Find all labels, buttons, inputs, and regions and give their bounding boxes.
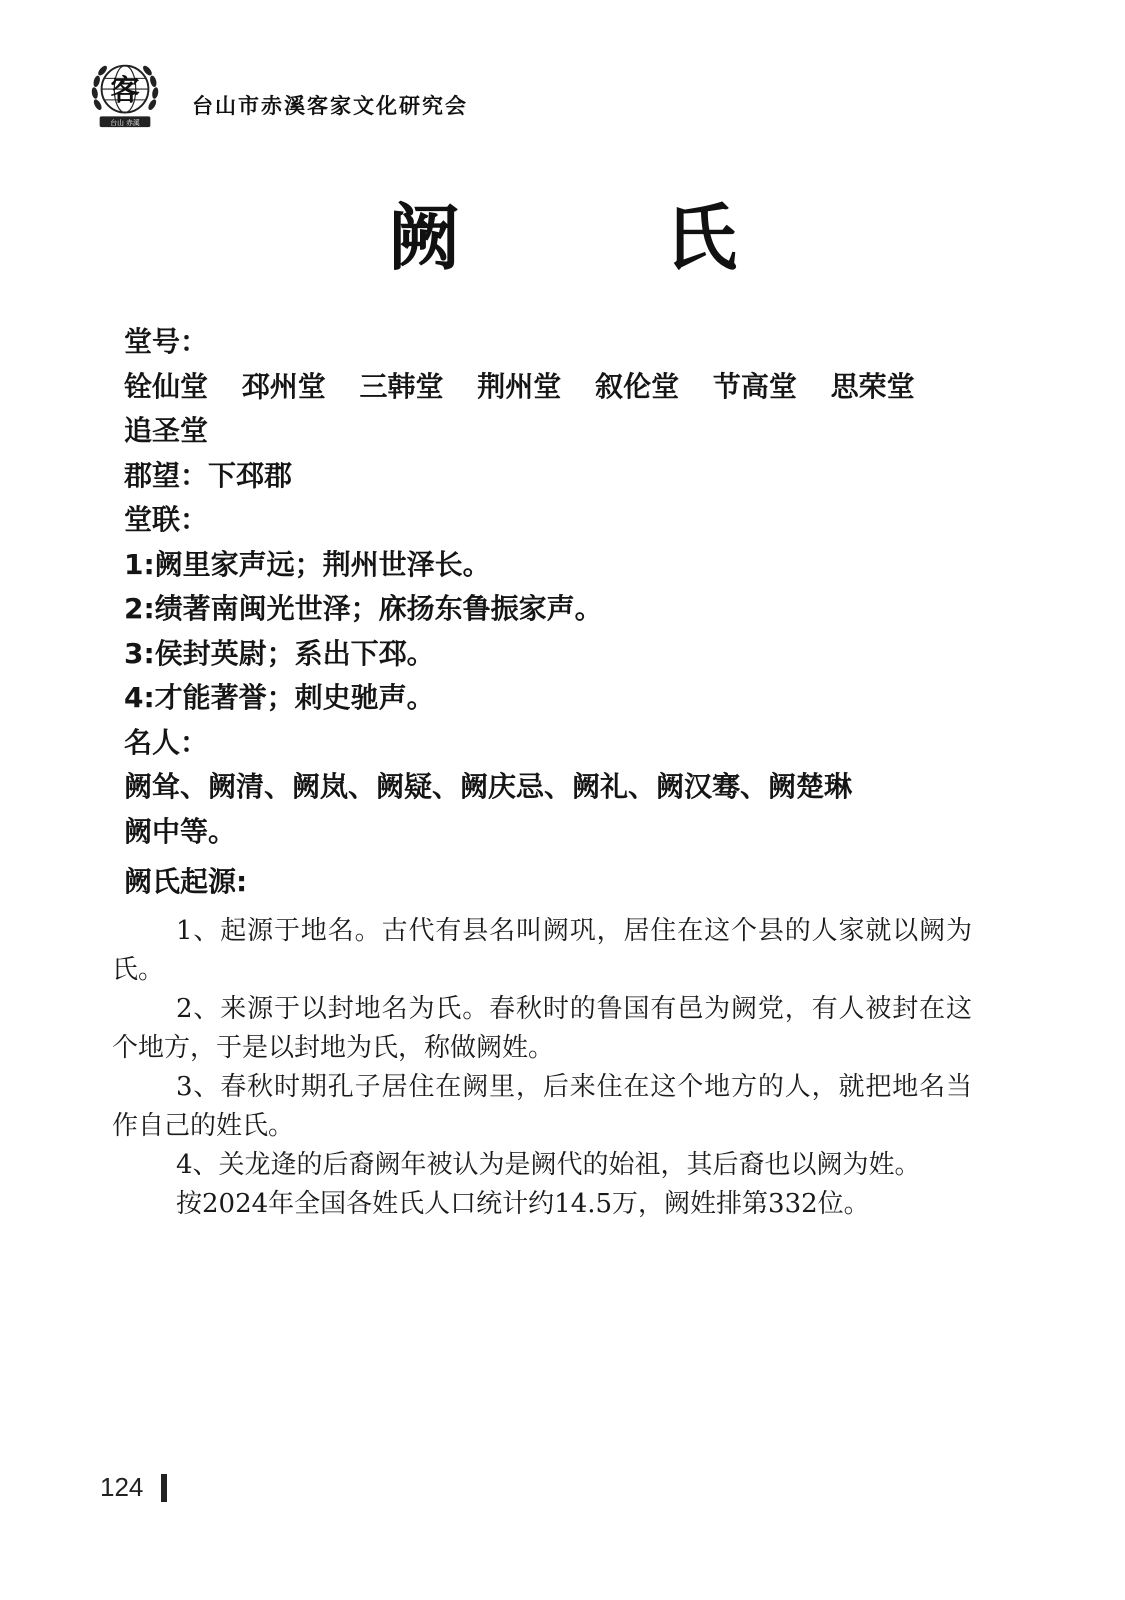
- couplet-line: 2:绩著南闽光世泽；庥扬东鲁振家声。: [124, 592, 603, 625]
- page-number: 124: [100, 1472, 144, 1502]
- origin-paragraph: 2、来源于以封地名为氏。春秋时的鲁国有邑为阙党，有人被封在这个地方，于是以封地为氏，称做阙姓。: [112, 994, 972, 1063]
- hall-name: 叙伦堂: [595, 369, 680, 403]
- hall-names-line-1: [124, 365, 1004, 410]
- hall-name: 思荣堂: [830, 369, 915, 403]
- hall-name: 荆州堂: [477, 369, 562, 403]
- hall-name: 铨仙堂: [124, 369, 209, 403]
- origin-paragraph: 3、春秋时期孔子居住在阙里，后来住在这个地方的人，就把地名当作自己的姓氏。: [112, 1072, 972, 1141]
- hall-name: 追圣堂: [124, 414, 209, 447]
- organization-name: 台山市赤溪客家文化研究会: [192, 93, 468, 118]
- hall-name: 节高堂: [712, 369, 797, 403]
- couplet-line: 3:侯封英尉；系出下邳。: [124, 636, 435, 670]
- page-header: [86, 54, 686, 134]
- famous-people-line-2: 阙中等。: [124, 814, 237, 848]
- origin-heading: 阙氏起源:: [124, 865, 248, 898]
- couplet-line: 4:才能著誉；刺史驰声。: [124, 681, 435, 714]
- prefecture: 郡望：下邳郡: [124, 458, 293, 492]
- hall-name: 邳州堂: [241, 369, 326, 403]
- svg-text:客: 客: [110, 72, 140, 107]
- hall-names-line-2: [124, 409, 1004, 454]
- clan-info: [124, 320, 1004, 905]
- hall-label: 堂号：: [124, 325, 209, 358]
- couplet-label: 堂联：: [124, 503, 209, 536]
- page-title: 阙 氏: [387, 195, 828, 280]
- page-number-bar: [161, 1474, 167, 1502]
- origin-paragraph: 4、关龙逄的后裔阙年被认为是阙代的始祖，其后裔也以阙为姓。: [176, 1150, 921, 1180]
- hall-name: 三韩堂: [359, 369, 444, 403]
- svg-text:台山 赤溪: 台山 赤溪: [110, 119, 140, 128]
- association-logo: [86, 54, 164, 132]
- famous-label: 名人：: [124, 725, 209, 759]
- couplet-line: 1:阙里家声远；荆州世泽长。: [124, 547, 491, 581]
- famous-people-line-1: 阙耸、阙清、阙岚、阙疑、阙庆忌、阙礼、阙汉骞、阙楚琳: [124, 770, 853, 803]
- population-paragraph: 按2024年全国各姓氏人口统计约14.5万，阙姓排第332位。: [176, 1189, 870, 1219]
- origin-paragraph: 1、起源于地名。古代有县名叫阙巩，居住在这个县的人家就以阙为氏。: [112, 916, 972, 985]
- origin-section: [112, 912, 972, 1224]
